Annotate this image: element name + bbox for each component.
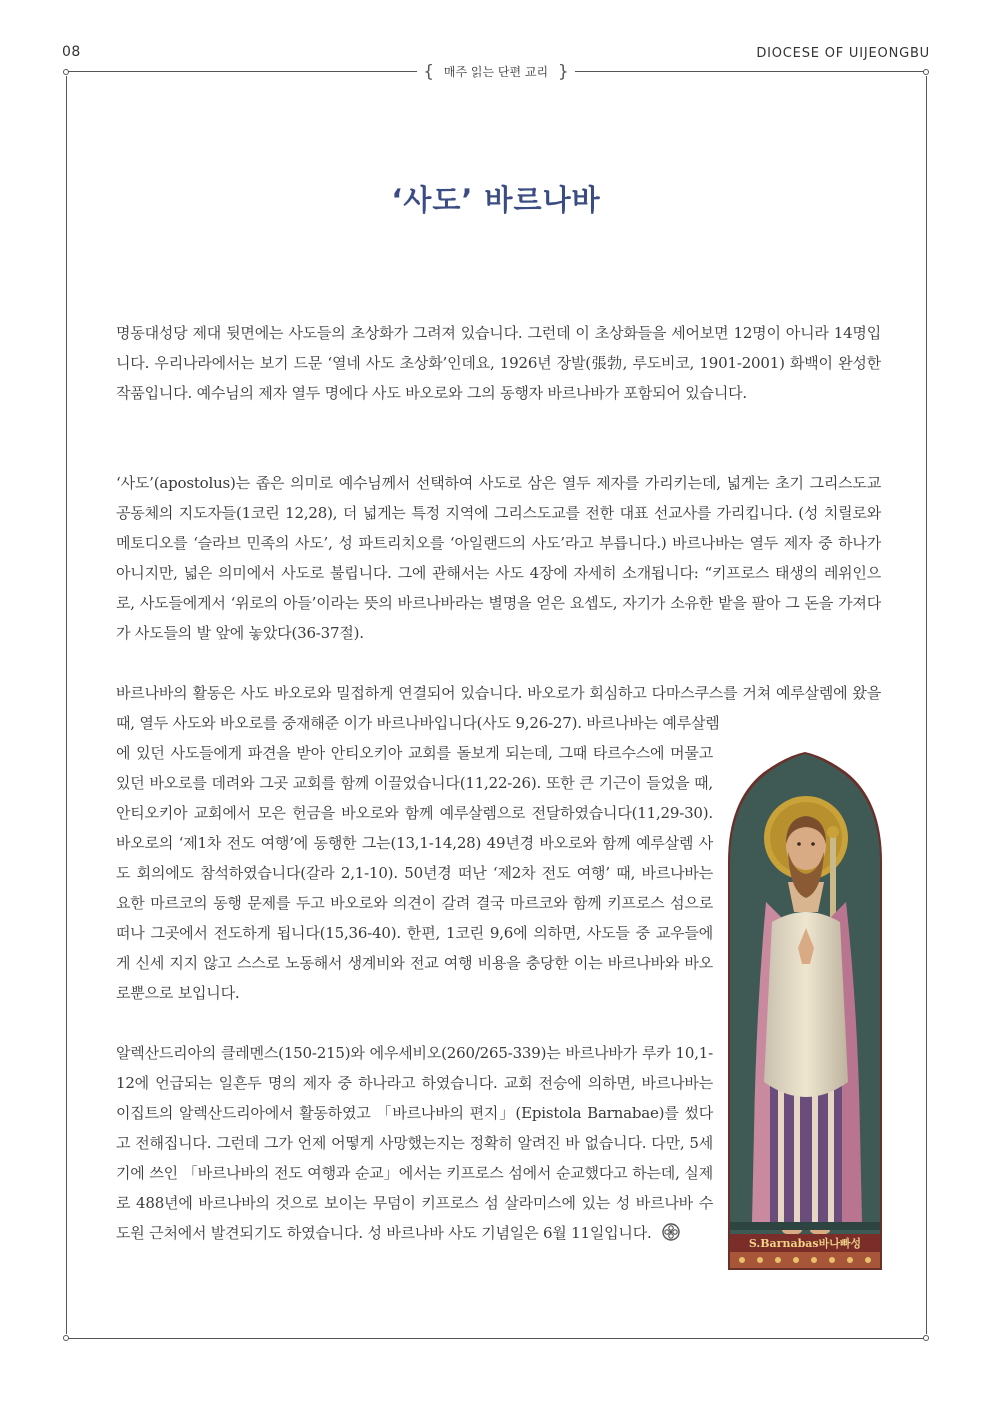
paragraph-4 [116,1038,713,1251]
left-brace: { [423,62,435,82]
left-rule [66,76,67,1334]
right-brace: } [557,62,569,82]
corner-dot-br [923,1335,929,1341]
page-number: 08 [62,44,81,60]
paragraph-4-text: 알렉산드리아의 클레멘스(150-215)와 에우세비오(260/265-339)는 바르나바가 루카 10,1-12에 언급되는 일흔두 명의 제자 중 하나라고 하였습니다. 교회 전승에 의하면, 바르나바는 이집트의 알렉산드리아에서 활동하였고 「바르나바의 편지」(Epistola Barnabae)를 썼다고 전해집니다. 그런데 그가 언제 어떻게 사망했는지는 정확히 알려진 바 없습니다. 다만, 5세기에 쓰인 「바르나바의 전도 여행과 순교」에서는 키프로스 섬에서 순교했다고 하는데, 실제로 488년에 바르나바의 것으로 보이는 무덤이 키프로스 섬 살라미스에 있는 성 바르나바 수도원 근처에서 발견되기도 하였습니다. 성 바르나바 사도 기념일은 6월 11일입니다. [116,1044,713,1242]
paragraph-3-continued: 에 있던 사도들에게 파견을 받아 안티오키아 교회를 돌보게 되는데, 그때 타르수스에 머물고 있던 바오로를 데려와 그곳 교회를 함께 이끌었습니다(11,22-26). 또한 큰 기근이 들었을 때, 안티오키아 교회에서 모은 헌금을 바오로와 함께 예루살렘으로 전달하였습니다(11,29-30). 바오로의 ‘제1차 전도 여행’에 동행한 그는(13,1-14,28) 49년경 바오로와 함께 예루살렘 사도 회의에도 참석하였습니다(갈라 2,1-10). 50년경 떠난 ‘제2차 전도 여행’ 때, 바르나바는 요한 마르코의 동행 문제를 두고 바오로와 의견이 갈려 결국 마르코와 함께 키프로스 섬으로 떠나 그곳에서 전도하게 됩니다(15,36-40). 한편, 1코린 9,6에 의하면, 사도들 중 교우들에게 신세 지지 않고 스스로 노동해서 생계비와 전교 여행 비용을 충당한 이는 바르나바와 바오로뿐으로 보입니다. [116,744,713,1002]
right-rule [926,76,927,1334]
article-title: ‘사도’ 바르나바 [391,183,601,217]
bottom-rule [66,1338,926,1339]
series-title-block [0,62,992,82]
series-title: 매주 읽는 단편 교리 [443,65,549,79]
corner-dot-bl [63,1335,69,1341]
paragraph-1: 명동대성당 제대 뒷면에는 사도들의 초상화가 그려져 있습니다. 그런데 이 초상화들을 세어보면 12명이 아니라 14명입니다. 우리나라에서는 보기 드문 ‘열네 사도 초상화’인데요, 1926년 장발(張勃, 루도비코, 1901-2001) 화백이 완성한 작품입니다. 예수님의 제자 열두 명에다 사도 바오로와 그의 동행자 바르나바가 포함되어 있습니다. [116,324,881,402]
flower-end-icon [662,1221,680,1251]
paragraph-2: ‘사도’(apostolus)는 좁은 의미로 예수님께서 선택하여 사도로 삼은 열두 제자를 가리키는데, 넓게는 초기 그리스도교 공동체의 지도자들(1코린 12,28), 더 넓게는 특정 지역에 그리스도교를 전한 대표 선교사를 가리킵니다. (성 치릴로와 메토디오를 ‘슬라브 민족의 사도’, 성 파트리치오를 ‘아일랜드의 사도’라고 부릅니다.) 바르나바는 열두 제자 중 하나가 아니지만, 넓은 의미에서 사도로 불립니다. 그에 관해서는 사도 4장에 자세히 소개됩니다: “키프로스 태생의 레위인으로, 사도들에게서 ‘위로의 아들’이라는 뜻의 바르나바라는 별명을 얻은 요셉도, 자기가 소유한 밭을 팔아 그 돈을 가져다가 사도들의 발 앞에 놓았다(36-37절). [116,474,881,642]
paragraph-3-intro: 바르나바의 활동은 사도 바오로와 밀접하게 연결되어 있습니다. 바오로가 회심하고 다마스쿠스를 거쳐 예루살렘에 왔을 때, 열두 사도와 바오로를 중재해준 이가 바르나바입니다(사도 9,26-27). 바르나바는 예루살렘 [116,684,881,732]
diocese-label: DIOCESE OF UIJEONGBU [756,46,930,61]
barnabas-icon-image [726,752,884,1270]
icon-caption: S.Barnabas바나빠성 [748,1237,862,1250]
